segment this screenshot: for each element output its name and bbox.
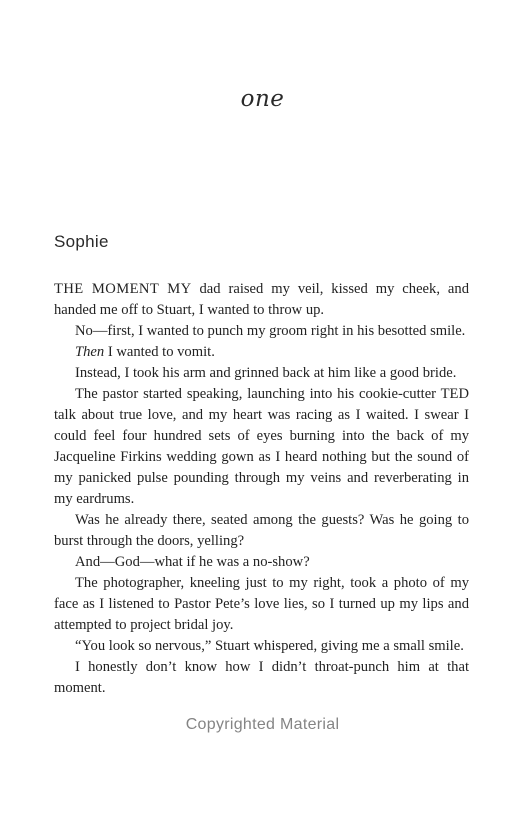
chapter-title: one <box>240 86 285 112</box>
paragraph-7: And—God—what if he was a no-show? <box>75 554 310 570</box>
opening-small-caps: THE MOMENT MY <box>54 281 192 297</box>
paragraph-5: The pastor started speaking, launching into his cookie-cutter TED talk about true love, and my heart was racing as I waited. I swear I could feel four hundred sets of eyes burning into the back of my Jacqueline Firkins wedding gown as I heard nothing but the sound of my panicked pulse pounding through my veins and reverberating in my eardrums. <box>54 386 469 507</box>
copyright-watermark: Copyrighted Material <box>185 716 340 733</box>
paragraph-1 <box>54 279 469 321</box>
paragraph-text: I wanted to vomit. <box>104 344 215 360</box>
pov-character-name: Sophie <box>54 232 109 251</box>
emphasis-text: Then <box>75 344 105 360</box>
paragraph-2: No—first, I wanted to punch my groom right in his besotted smile. <box>75 323 466 339</box>
paragraph-8: The photographer, kneeling just to my right, took a photo of my face as I listened to Pastor Pete’s love lies, so I turned up my lips and attempted to project bridal joy. <box>54 575 469 633</box>
paragraph-6: Was he already there, seated among the guests? Was he going to burst through the doors, yelling? <box>54 512 469 549</box>
paragraph-text: dad raised my veil, kissed my cheek, and handed me off to Stuart, I wanted to throw up. <box>54 281 469 318</box>
paragraph-4: Instead, I took his arm and grinned back at him like a good bride. <box>75 365 457 381</box>
chapter-body <box>54 279 469 699</box>
paragraph-10: I honestly don’t know how I didn’t throat-punch him at that moment. <box>54 659 469 696</box>
paragraph-9: “You look so nervous,” Stuart whispered, giving me a small smile. <box>75 638 464 654</box>
paragraph-3 <box>54 342 469 363</box>
